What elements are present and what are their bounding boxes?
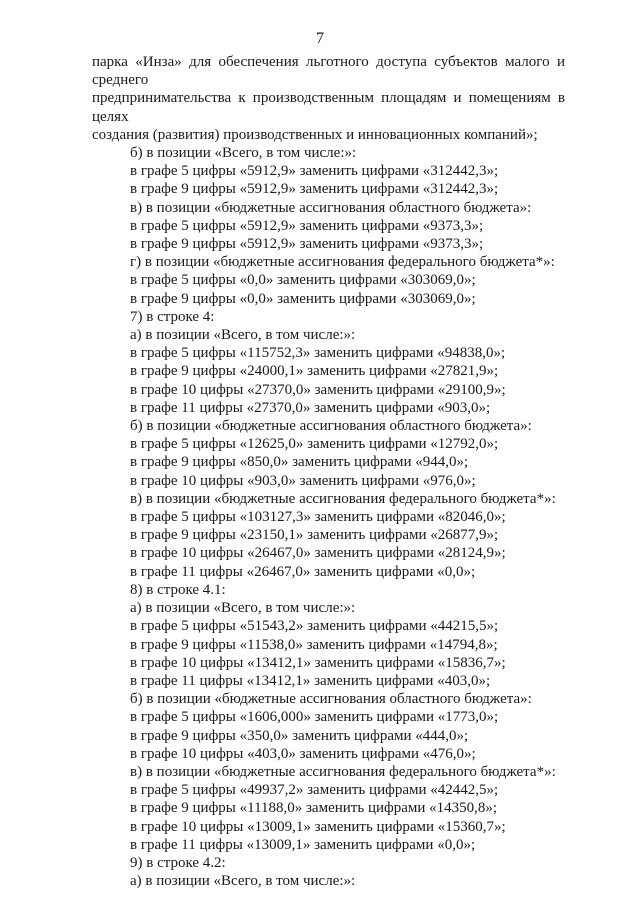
amendment-line: в графе 10 цифры «26467,0» заменить цифрами «28124,9»; [130, 545, 506, 562]
amendment-line: в графе 11 цифры «13412,1» заменить цифрами «403,0»; [130, 672, 491, 689]
amendment-line: в графе 5 цифры «5912,9» заменить цифрами «312442,3»; [130, 163, 499, 180]
amendment-line: в графе 10 цифры «13009,1» заменить цифрами «15360,7»; [130, 818, 506, 835]
amendment-line: в графе 9 цифры «11188,0» заменить цифрами «14350,8»; [130, 800, 498, 817]
amendment-line: в графе 11 цифры «13009,1» заменить цифрами «0,0»; [130, 836, 476, 853]
amendment-subitem: б) в позиции «Всего, в том числе:»: [130, 145, 357, 162]
amendment-line: в графе 5 цифры «12625,0» заменить цифрами «12792,0»; [130, 436, 499, 453]
amendment-line: в графе 9 цифры «5912,9» заменить цифрами «9373,3»; [130, 236, 484, 253]
amendment-subitem: б) в позиции «бюджетные ассигнования областного бюджета»: [130, 691, 532, 708]
amendment-subitem: б) в позиции «бюджетные ассигнования областного бюджета»: [130, 418, 532, 435]
amendment-line: в графе 10 цифры «13412,1» заменить цифрами «15836,7»; [130, 654, 506, 671]
amendment-subitem: в) в позиции «бюджетные ассигнования областного бюджета»: [130, 199, 532, 216]
amendment-subitem: г) в позиции «бюджетные ассигнования федерального бюджета*»: [130, 254, 555, 271]
page-number: 7 [316, 30, 324, 47]
amendment-line: в графе 5 цифры «51543,2» заменить цифрами «44215,5»; [130, 618, 499, 635]
amendment-line: в графе 9 цифры «0,0» заменить цифрами «303069,0»; [130, 290, 476, 307]
amendment-subitem: а) в позиции «Всего, в том числе:»: [130, 600, 356, 617]
amendment-line: в графе 9 цифры «350,0» заменить цифрами «444,0»; [130, 727, 469, 744]
amendment-line: в графе 10 цифры «403,0» заменить цифрами «476,0»; [130, 745, 476, 762]
amendment-line: в графе 9 цифры «5912,9» заменить цифрами «312442,3»; [130, 181, 499, 198]
amendment-line: в графе 10 цифры «903,0» заменить цифрами «976,0»; [130, 472, 476, 489]
amendment-line: в графе 5 цифры «49937,2» заменить цифрами «42442,5»; [130, 782, 499, 799]
amendment-line: в графе 10 цифры «27370,0» заменить цифрами «29100,9»; [130, 381, 506, 398]
amendment-line: в графе 9 цифры «850,0» заменить цифрами «944,0»; [130, 454, 469, 471]
document-body [92, 53, 565, 890]
amendment-line: в графе 9 цифры «24000,1» заменить цифрами «27821,9»; [130, 363, 499, 380]
amendment-subitem: а) в позиции «Всего, в том числе:»: [130, 327, 356, 344]
amendment-subitem: в) в позиции «бюджетные ассигнования федерального бюджета*»: [130, 490, 556, 507]
amendment-line: в графе 5 цифры «115752,3» заменить цифрами «94838,0»; [130, 345, 506, 362]
amendment-line: в графе 11 цифры «26467,0» заменить цифрами «0,0»; [130, 563, 476, 580]
amendment-line: в графе 9 цифры «11538,0» заменить цифрами «14794,8»; [130, 636, 498, 653]
amendment-line: в графе 11 цифры «27370,0» заменить цифрами «903,0»; [130, 399, 491, 416]
amendment-subitem: а) в позиции «Всего, в том числе:»: [130, 873, 356, 890]
amendment-item-heading: 9) в строке 4.2: [130, 854, 226, 871]
amendment-line: в графе 5 цифры «0,0» заменить цифрами «303069,0»; [130, 272, 476, 289]
paragraph-line: создания (развития) производственных и инновационных компаний»; [92, 126, 538, 143]
amendment-item-heading: 8) в строке 4.1: [130, 581, 226, 598]
amendment-subitem: в) в позиции «бюджетные ассигнования федерального бюджета*»: [130, 763, 556, 780]
paragraph-line: предпринимательства к производственным площадям и помещениям в целях [92, 90, 565, 125]
paragraph-line: парка «Инза» для обеспечения льготного доступа субъектов малого и среднего [92, 54, 565, 89]
amendment-line: в графе 5 цифры «5912,9» заменить цифрами «9373,3»; [130, 217, 484, 234]
amendment-line: в графе 9 цифры «23150,1» заменить цифрами «26877,9»; [130, 527, 499, 544]
amendment-line: в графе 5 цифры «103127,3» заменить цифрами «82046,0»; [130, 509, 506, 526]
amendment-line: в графе 5 цифры «1606,000» заменить цифрами «1773,0»; [130, 709, 499, 726]
amendment-item-heading: 7) в строке 4: [130, 308, 215, 325]
